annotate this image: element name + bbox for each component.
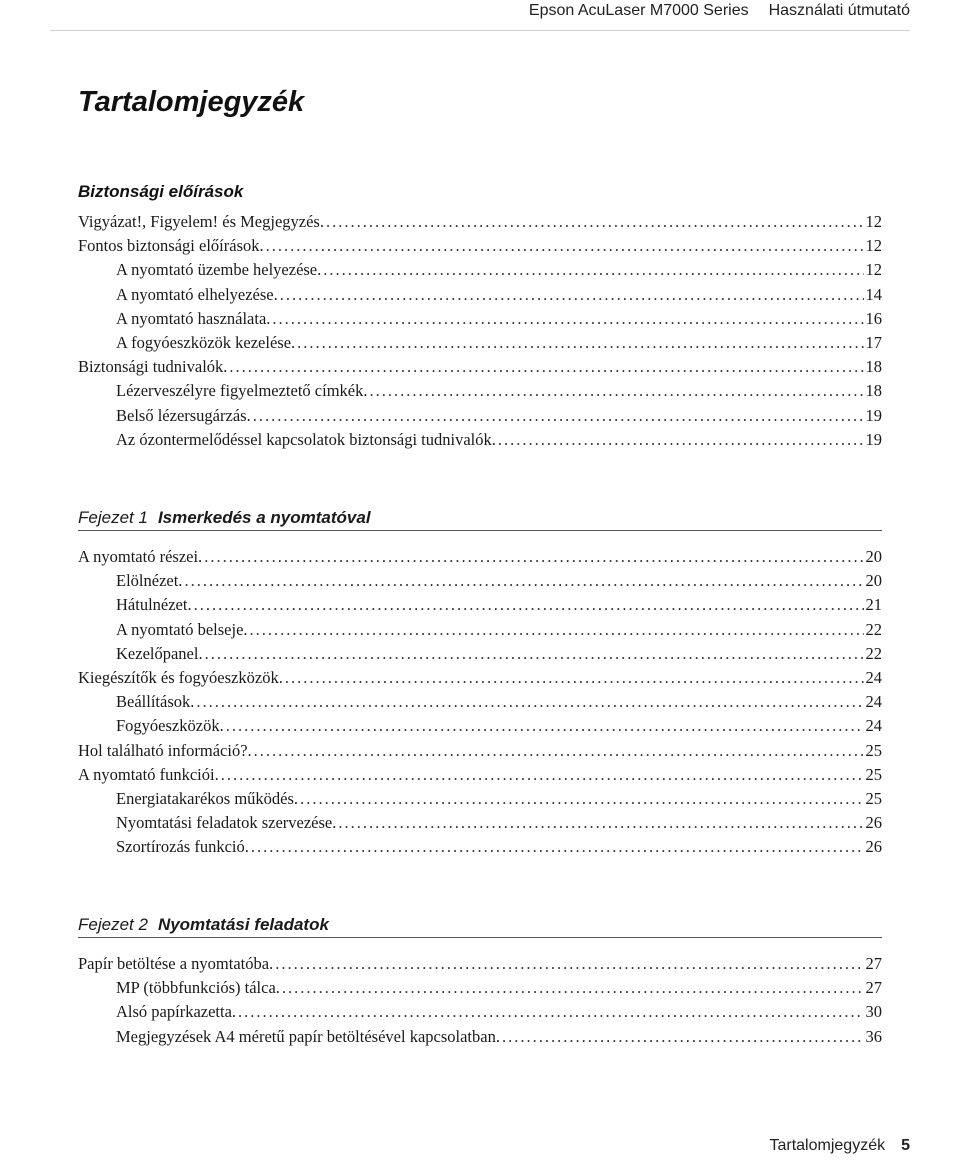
- toc-entry-page: 19: [865, 429, 882, 449]
- toc-entry-label: Beállítások.: [116, 692, 195, 712]
- toc-entry-page: 18: [865, 357, 882, 377]
- toc-entry[interactable]: [78, 837, 882, 861]
- dot-leader: [253, 406, 864, 426]
- toc-entry-page: 12: [865, 260, 882, 280]
- dot-leader: [275, 954, 863, 974]
- toc-entry-page: 24: [865, 716, 882, 736]
- toc-entry[interactable]: [78, 212, 882, 236]
- chapter-number: Fejezet 1: [78, 508, 148, 527]
- toc-entry-label: Hátulnézet.: [116, 595, 192, 615]
- dot-leader: [280, 285, 864, 305]
- toc-entry-page: 20: [865, 547, 882, 566]
- toc-entry-page: 19: [865, 405, 882, 425]
- toc-entry[interactable]: [78, 285, 882, 309]
- toc-entry-label: Megjegyzések A4 méretű papír betöltésével kapcsolatban.: [116, 1026, 500, 1046]
- toc-entry-label: A nyomtató elhelyezése.: [116, 284, 278, 304]
- dot-leader: [184, 571, 863, 591]
- chapter-number: Fejezet 2: [78, 915, 148, 934]
- dot-leader: [204, 547, 863, 567]
- dot-leader: [251, 837, 864, 857]
- toc-entry-page: 24: [865, 667, 882, 687]
- toc-entry-label: Belső lézersugárzás.: [116, 405, 251, 425]
- dot-leader: [285, 668, 864, 688]
- section-heading-safety: Biztonsági előírások: [78, 182, 244, 201]
- toc-entry[interactable]: [78, 954, 882, 978]
- toc-entry-page: 26: [865, 837, 882, 857]
- toc-entry[interactable]: [78, 716, 882, 740]
- toc-entry-label: A nyomtató használata.: [116, 308, 271, 328]
- toc-entry[interactable]: [78, 333, 882, 357]
- toc-entry-page: 17: [865, 332, 882, 352]
- toc-entry-label: Fogyóeszközök.: [116, 716, 224, 736]
- toc-entry-label: Kiegészítők és fogyóeszközök.: [78, 667, 283, 687]
- dot-leader: [502, 1027, 864, 1047]
- dot-leader: [229, 357, 863, 377]
- page-title: Tartalomjegyzék: [78, 86, 305, 118]
- toc-entry[interactable]: [78, 741, 882, 765]
- toc-entry-label: A nyomtató részei.: [78, 547, 203, 566]
- toc-entry-page: 16: [865, 308, 882, 328]
- toc-entry[interactable]: [78, 430, 882, 454]
- header-doc-type: Használati útmutató: [768, 2, 910, 19]
- dot-leader: [226, 716, 864, 736]
- toc-entry-label: Papír betöltése a nyomtatóba.: [78, 954, 274, 973]
- toc-entry-page: 22: [865, 619, 882, 639]
- toc-entry-page: 25: [865, 764, 882, 784]
- toc-entry-label: A nyomtató üzembe helyezése.: [116, 260, 322, 280]
- chapter-heading-1: [78, 503, 882, 531]
- chapter-title: Ismerkedés a nyomtatóval: [157, 508, 371, 527]
- toc-entry-page: 12: [865, 236, 882, 256]
- toc-entry[interactable]: [78, 547, 882, 571]
- toc-entry[interactable]: [78, 668, 882, 692]
- toc-entry[interactable]: [78, 644, 882, 668]
- toc-entry[interactable]: [78, 1002, 882, 1026]
- toc-entry-label: Az ózontermelődéssel kapcsolatok biztonsági tudnivalók.: [116, 429, 496, 449]
- header-rule: [50, 30, 910, 31]
- chapter-title: Nyomtatási feladatok: [157, 915, 329, 934]
- toc-entry[interactable]: [78, 978, 882, 1002]
- toc-entry[interactable]: [78, 309, 882, 333]
- dot-leader: [266, 236, 864, 256]
- toc-entry[interactable]: [78, 236, 882, 260]
- dot-leader: [323, 260, 863, 280]
- dot-leader: [338, 813, 863, 833]
- toc-entry[interactable]: [78, 789, 882, 813]
- toc-entry[interactable]: [78, 357, 882, 381]
- page-footer: [769, 1137, 910, 1155]
- toc-entry-label: Vigyázat!, Figyelem! és Megjegyzés.: [78, 212, 324, 231]
- toc-entry-label: Lézerveszélyre figyelmeztető címkék.: [116, 381, 368, 401]
- chapter-heading-2: [78, 910, 882, 938]
- toc-entry[interactable]: [78, 765, 882, 789]
- toc-entry[interactable]: [78, 620, 882, 644]
- dot-leader: [498, 430, 864, 450]
- toc-entry-label: Energiatakarékos működés.: [116, 788, 299, 808]
- toc-entry-page: 21: [865, 595, 882, 615]
- toc-entry[interactable]: [78, 595, 882, 619]
- toc-entry-label: Nyomtatási feladatok szervezése.: [116, 813, 337, 833]
- toc-entry-page: 14: [865, 284, 882, 304]
- toc-entry-label: Elölnézet.: [116, 571, 183, 591]
- toc-entry-label: MP (többfunkciós) tálca.: [116, 978, 280, 998]
- footer-page-number: 5: [901, 1137, 910, 1154]
- toc-entry-label: Alsó papírkazetta.: [116, 1002, 237, 1022]
- toc-entry[interactable]: [78, 813, 882, 837]
- toc-entry[interactable]: [78, 571, 882, 595]
- toc-entry-page: 27: [865, 954, 882, 973]
- toc-list-chapter-2: [78, 954, 882, 1051]
- dot-leader: [282, 978, 864, 998]
- toc-list-chapter-1: [78, 547, 882, 861]
- toc-entry-label: Fontos biztonsági előírások.: [78, 236, 264, 256]
- toc-entry-page: 36: [865, 1026, 882, 1046]
- dot-leader: [250, 620, 864, 640]
- dot-leader: [254, 741, 864, 761]
- dot-leader: [196, 692, 863, 712]
- toc-entry-label: A fogyóeszközök kezelése.: [116, 332, 296, 352]
- toc-entry[interactable]: [78, 260, 882, 284]
- toc-entry-label: A nyomtató funkciói.: [78, 764, 219, 784]
- dot-leader: [238, 1002, 863, 1022]
- toc-entry-page: 30: [865, 1002, 882, 1022]
- toc-entry-label: Szortírozás funkció.: [116, 837, 249, 857]
- toc-entry-label: A nyomtató belseje.: [116, 619, 248, 639]
- dot-leader: [300, 789, 863, 809]
- toc-entry-page: 22: [865, 643, 882, 663]
- toc-list-safety: [78, 212, 882, 454]
- dot-leader: [370, 381, 864, 401]
- toc-entry-page: 26: [865, 813, 882, 833]
- toc-entry-page: 25: [865, 740, 882, 760]
- dot-leader: [194, 595, 864, 615]
- toc-entry-page: 20: [865, 571, 882, 591]
- dot-leader: [326, 212, 864, 232]
- toc-entry-page: 27: [865, 978, 882, 998]
- toc-entry-label: Hol található információ?.: [78, 740, 252, 760]
- toc-entry-page: 25: [865, 788, 882, 808]
- dot-leader: [272, 309, 863, 329]
- toc-entry[interactable]: [78, 1027, 882, 1051]
- toc-entry-page: 24: [865, 692, 882, 712]
- toc-entry[interactable]: [78, 381, 882, 405]
- toc-entry-label: Kezelőpanel.: [116, 643, 203, 663]
- toc-entry[interactable]: [78, 406, 882, 430]
- toc-entry-label: Biztonsági tudnivalók.: [78, 357, 228, 377]
- toc-entry-page: 12: [865, 212, 882, 231]
- footer-section: Tartalomjegyzék: [769, 1137, 886, 1154]
- running-header: [529, 0, 910, 22]
- toc-entry[interactable]: [78, 692, 882, 716]
- toc-entry-page: 18: [865, 381, 882, 401]
- dot-leader: [221, 765, 864, 785]
- header-product: Epson AcuLaser M7000 Series: [528, 2, 749, 19]
- dot-leader: [297, 333, 863, 353]
- dot-leader: [205, 644, 864, 664]
